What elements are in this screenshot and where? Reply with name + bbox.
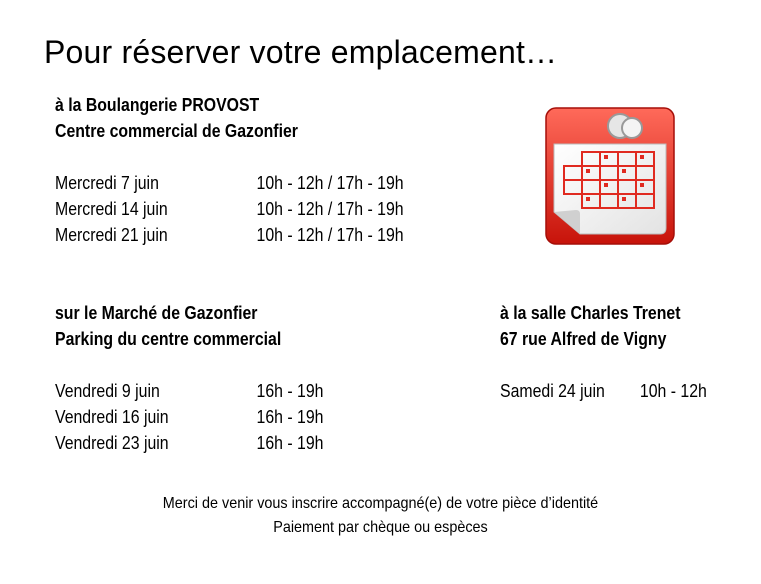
schedule-row <box>55 196 404 222</box>
slot-time: 10h - 12h <box>639 381 707 401</box>
slot-day: Vendredi 16 juin <box>55 407 169 427</box>
slot-time: 10h - 12h / 17h - 19h <box>256 225 404 245</box>
slot-day: Vendredi 23 juin <box>55 433 169 453</box>
schedule-row <box>55 404 324 430</box>
schedule-row <box>500 378 707 404</box>
footer-line: Merci de venir vous inscrire accompagné(e) de votre pièce d’identité <box>162 495 599 512</box>
location-marche <box>55 300 324 456</box>
slot-time: 10h - 12h / 17h - 19h <box>256 199 404 219</box>
page-title: Pour réserver votre emplacement… <box>44 34 558 70</box>
slot-day: Mercredi 21 juin <box>55 225 168 245</box>
schedule-row <box>55 430 324 456</box>
location-name: à la salle Charles Trenet <box>500 303 681 323</box>
location-address: Parking du centre commercial <box>55 329 282 349</box>
location-boulangerie <box>55 92 404 248</box>
location-address: 67 rue Alfred de Vigny <box>500 329 667 349</box>
slot-day: Mercredi 14 juin <box>55 199 168 219</box>
location-name: à la Boulangerie PROVOST <box>55 95 260 115</box>
calendar-icon <box>540 100 680 250</box>
slot-time: 16h - 19h <box>256 407 324 427</box>
schedule-row <box>55 378 324 404</box>
location-name: sur le Marché de Gazonfier <box>55 303 258 323</box>
slot-time: 16h - 19h <box>256 381 324 401</box>
schedule-row <box>55 222 404 248</box>
footer-line: Paiement par chèque ou espèces <box>273 519 488 536</box>
schedule-row <box>55 170 404 196</box>
slot-day: Mercredi 7 juin <box>55 173 159 193</box>
location-salle <box>500 300 707 404</box>
slot-day: Vendredi 9 juin <box>55 381 160 401</box>
slot-time: 10h - 12h / 17h - 19h <box>256 173 404 193</box>
slot-day: Samedi 24 juin <box>500 381 605 401</box>
slot-time: 16h - 19h <box>256 433 324 453</box>
location-address: Centre commercial de Gazonfier <box>55 121 298 141</box>
footer-note <box>0 492 761 540</box>
